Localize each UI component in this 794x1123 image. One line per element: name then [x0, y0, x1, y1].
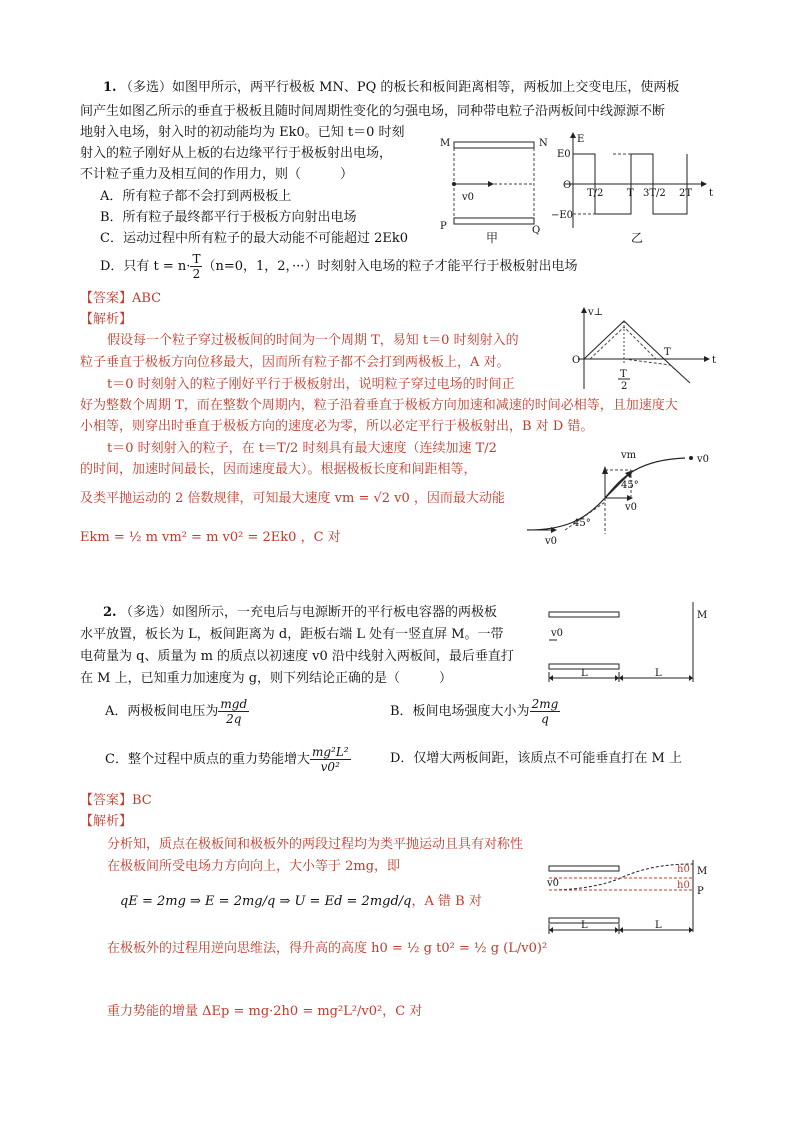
tick-2T: 2T: [679, 188, 693, 199]
q1-option-d-fraction: $\frac{T}{2}$: [192, 252, 201, 281]
q2-answer: 【答案】BC: [80, 793, 152, 808]
label-P: P: [440, 221, 447, 232]
q1-analysis-9: Ekm = ½ m vm² = m v0² = 2Ek0 ，C 对: [80, 530, 341, 545]
q2-line3: 电荷量为 q、质量为 m 的质点以初速度 v0 沿中线射入两板间，最后垂直打: [80, 649, 514, 664]
label-v0: v0: [462, 192, 475, 203]
label-v0: v0: [547, 878, 560, 889]
q1-answer: 【答案】ABC: [80, 291, 162, 306]
q1-analysis-3: t＝0 时刻射入的粒子刚好平行于极板射出，说明粒子穿过电场的时间正: [107, 377, 515, 392]
q1-analysis-4: 好为整数个周期 T，而在整数个周期内，粒子沿着垂直于极板方向加速和减速的时间必相等，且加速度大: [80, 398, 678, 413]
label-angle-upper: 45°: [621, 480, 639, 491]
label-L-gap: L: [655, 920, 662, 931]
q1-line5: 不计粒子重力及相互间的作用力，则（ ）: [80, 167, 354, 182]
q1-analysis-1: 假设每一个粒子穿过极板间的时间为一个周期 T，易知 t＝0 时刻射入的: [107, 333, 519, 348]
label-v0-start: v0: [545, 536, 558, 547]
label-N: N: [539, 138, 548, 149]
q2-option-c: C．整个过程中质点的重力势能增大 $\frac{\text{mg²L²}}{\text{v0²}}$: [105, 745, 349, 774]
label-negE0: −E0: [551, 210, 574, 221]
tick-3T-half: 3T/2: [643, 188, 666, 199]
label-P: P: [697, 886, 704, 897]
label-t: t: [709, 188, 714, 199]
q2-analysis-title: 【解析】: [80, 814, 133, 829]
label-vperp: v⊥: [588, 307, 604, 318]
label-M: M: [697, 866, 708, 877]
q1-figure-jia: [436, 130, 546, 245]
label-L-plate: L: [581, 920, 588, 931]
q1-analysis-title: 【解析】: [80, 312, 133, 327]
q2-option-b: B．板间电场强度大小为 $\frac{2mg}{q}$: [390, 697, 559, 726]
label-h0-upper: h0: [677, 864, 690, 875]
label-v0-end: v0: [697, 454, 710, 465]
q2-analysis-5: 重力势能的增量 ΔEp = mg·2h0 = mg²L²/v0²，C 对: [107, 1004, 423, 1019]
q2-line1: （多选）如图所示，一充电后与电源断开的平行板电容器的两极板: [120, 605, 498, 620]
q1-analysis-7: 的时间，加速时间最长，因而速度最大）。根据极板长度和间距相等，: [80, 462, 477, 477]
label-E: E: [577, 134, 585, 145]
q1-figure-trajectory: [525, 440, 725, 550]
q1-number: 1.: [103, 80, 117, 95]
label-vm: vm: [621, 450, 637, 461]
q2-option-d: D．仅增大两板间距，该质点不可能垂直打在 M 上: [390, 751, 682, 766]
label-t: t: [712, 355, 717, 366]
q1-option-d-prefix: D．只有 t = n·: [100, 259, 191, 274]
q1-line2: 间产生如图乙所示的垂直于极板且随时间周期性变化的匀强电场，同种带电粒子沿两板间中线源源不断: [80, 104, 666, 119]
label-v0-mid: v0: [625, 502, 638, 513]
q2-number: 2.: [103, 605, 117, 620]
q1-option-d: [100, 252, 577, 281]
q1-option-a: A．所有粒子都不会打到两极板上: [100, 189, 292, 204]
label-T: T: [664, 347, 671, 358]
q1-option-d-suffix: （n=0，1，2，···）时刻射入电场的粒子才能平行于极板射出电场: [202, 259, 578, 274]
q2-analysis-2: 在极板间所受电场力方向向上，大小等于 2mg，即: [107, 859, 401, 874]
caption-yi: 乙: [631, 231, 644, 245]
q1-line4: 射入的粒子刚好从上板的右边缘平行于极板射出电场，: [80, 146, 393, 161]
q2-figure-analysis: [545, 860, 715, 942]
q1-line1: （多选）如图甲所示，两平行极板 MN、PQ 的板长和板间距离相等，两板加上交变电压，使两板: [120, 80, 680, 95]
label-O: O: [563, 180, 572, 191]
label-Q: Q: [532, 225, 541, 236]
q1-analysis-2: 粒子垂直于极板方向位移最大，因而所有粒子都不会打到两极板上，A 对。: [80, 355, 510, 370]
q2-analysis-4: 在极板外的过程用逆向思维法，得升高的高度 h0 = ½ g t0² = ½ g (L/v0)²: [107, 941, 548, 956]
tick-T-half: T/2: [587, 188, 604, 199]
q1-analysis-8: 及类平抛运动的 2 倍数规律，可知最大速度 vm = √2 v0 ，因而最大动能: [80, 491, 505, 506]
label-L-plate: L: [581, 668, 588, 679]
q2-line4: 在 M 上，已知重力加速度为 g，则下列结论正确的是（ ）: [80, 671, 453, 686]
label-half-T-num: T: [620, 369, 627, 380]
q1-figure-vperp: [570, 305, 720, 395]
q1-option-c: C．运动过程中所有粒子的最大动能不可能超过 2Ek0: [100, 231, 408, 246]
label-h0-lower: h0: [677, 880, 690, 891]
label-angle-lower: 45°: [573, 518, 591, 529]
label-half-T-den: 2: [621, 381, 628, 392]
q2-option-a: A．两极板间电压为 $\frac{\text{mgd}}{2q}$: [105, 697, 248, 726]
q2-line2: 水平放置，板长为 L，板间距离为 d，距板右端 L 处有一竖直屏 M。一带: [80, 627, 504, 642]
tick-T: T: [627, 188, 634, 199]
q1-option-b: B．所有粒子最终都平行于极板方向射出电场: [100, 210, 357, 225]
q1-analysis-6: t＝0 时刻射入的粒子，在 t＝T/2 时刻具有最大速度（连续加速 T/2: [107, 441, 497, 456]
label-L-gap: L: [655, 668, 662, 679]
label-M: M: [697, 610, 708, 621]
label-M: M: [440, 138, 451, 149]
q2-analysis-1: 分析知，质点在极板间和极板外的两段过程均为类平抛运动且具有对称性: [107, 837, 524, 852]
q1-analysis-5: 小相等，则穿出时垂直于极板方向的速度必为零，所以必定平行于极板射出，B 对 D 错。: [80, 419, 594, 434]
q1-line3: 地射入电场，射入时的初动能均为 Ek0。已知 t＝0 时刻: [80, 125, 405, 140]
label-O: O: [572, 355, 581, 366]
label-v0: v0: [551, 628, 564, 639]
q2-figure-question: [545, 602, 715, 684]
caption-jia: 甲: [486, 231, 499, 245]
q1-figure-yi: [551, 130, 725, 245]
q2-analysis-3: qE = 2mg ⇒ E = 2mg/q ⇒ U = Ed = 2mgd/q，A 错 B 对: [120, 894, 482, 909]
label-E0: E0: [557, 149, 571, 160]
